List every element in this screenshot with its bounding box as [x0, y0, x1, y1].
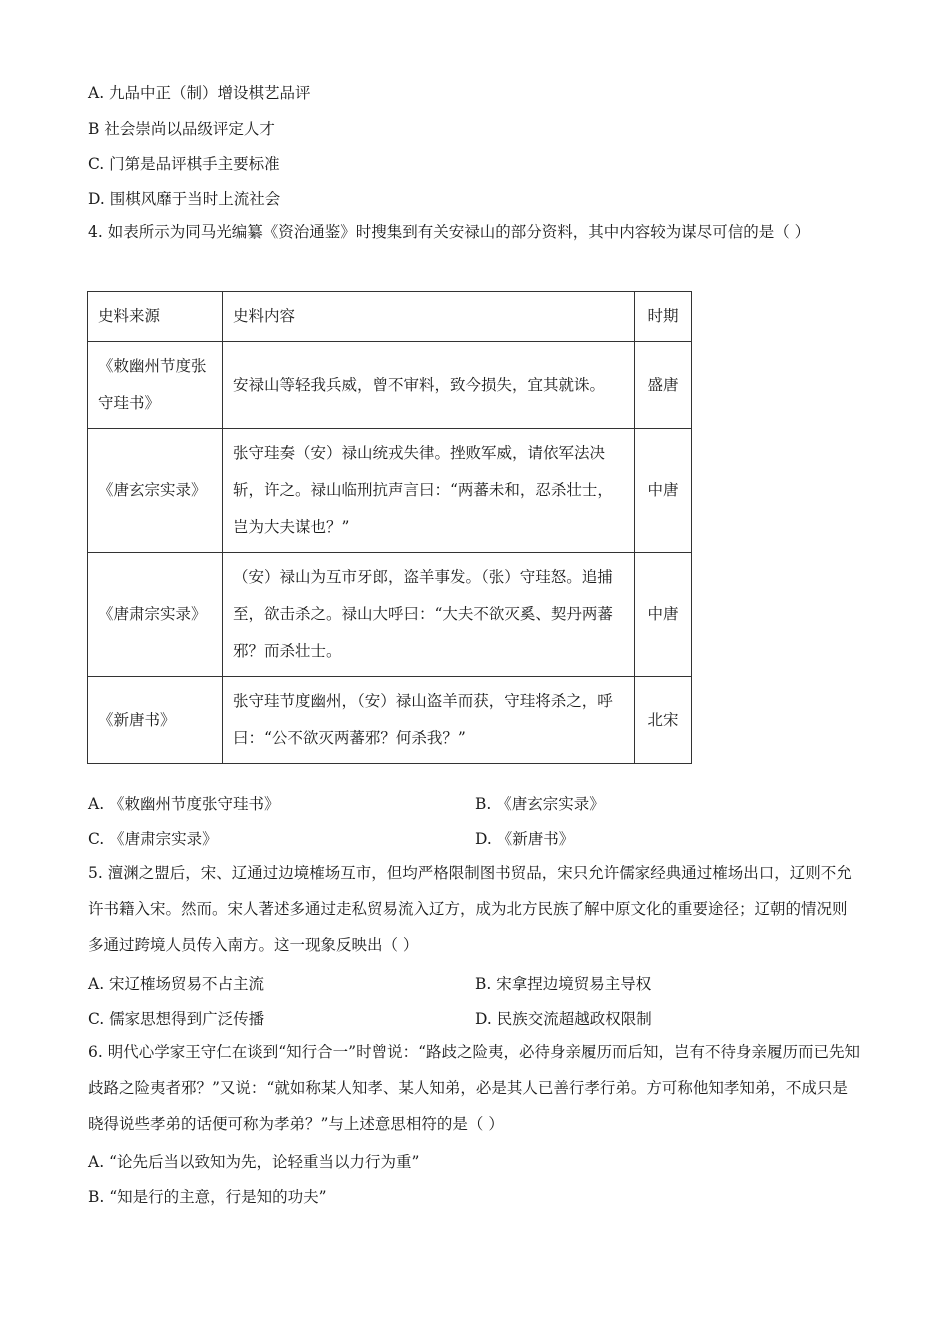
q6-stem: 6. 明代心学家王守仁在谈到“知行合一”时曾说：“路歧之险夷，必待身亲履历而后知，岂有不待身亲履历而已先知歧路之险夷者邪？”又说：“就如称某人知孝、某人知弟，必是其人已善行孝行弟。方可称他知孝知弟，不成只是晓得说些孝弟的话便可称为孝弟？”与上述意思相符的是（ ） — [88, 1043, 860, 1133]
row-period: 中唐 — [635, 553, 692, 677]
q3-option-c: C. 门第是品评棋手主要标准 — [88, 155, 280, 173]
row-content: 张守珪奏（安）禄山统戎失律。挫败军威，请依军法决斩，许之。禄山临刑抗声言曰：“两蕃未和，忍杀壮士，岂为大夫谋也？” — [223, 429, 635, 553]
row-period: 北宋 — [635, 677, 692, 764]
table-row — [88, 342, 692, 429]
q4-option-a: A. 《敕幽州节度张守珪书》 — [88, 795, 280, 813]
source-table — [87, 291, 692, 764]
q4-stem: 4. 如表所示为同马光编纂《资治通鉴》时搜集到有关安禄山的部分资料，其中内容较为谋尽可信的是（ ） — [88, 223, 811, 241]
header-source: 史料来源 — [88, 292, 223, 342]
row-source: 《敕幽州节度张守珪书》 — [88, 342, 223, 429]
header-period: 时期 — [635, 292, 692, 342]
q4-option-c: C. 《唐肃宗实录》 — [88, 830, 218, 848]
header-content: 史料内容 — [223, 292, 635, 342]
q5-option-c: C. 儒家思想得到广泛传播 — [88, 1010, 265, 1028]
q3-option-b: B 社会崇尚以品级评定人才 — [88, 120, 275, 138]
row-source: 《唐玄宗实录》 — [88, 429, 223, 553]
q5-option-b: B. 宋拿捏边境贸易主导权 — [475, 975, 652, 993]
q4-option-d: D. 《新唐书》 — [475, 830, 575, 848]
table-header-row — [88, 292, 692, 342]
q6-option-b: B. “知是行的主意，行是知的功夫” — [88, 1188, 327, 1206]
table-row — [88, 677, 692, 764]
q5-option-a: A. 宋辽榷场贸易不占主流 — [88, 975, 265, 993]
table-row — [88, 429, 692, 553]
q6-option-a: A. “论先后当以致知为先，论轻重当以力行为重” — [88, 1153, 420, 1171]
q3-option-d: D. 围棋风靡于当时上流社会 — [88, 190, 281, 208]
row-source: 《唐肃宗实录》 — [88, 553, 223, 677]
row-period: 中唐 — [635, 429, 692, 553]
table-row — [88, 553, 692, 677]
row-content: （安）禄山为互市牙郎，盗羊事发。（张）守珪怒。追捕至，欲击杀之。禄山大呼曰：“大夫不欲灭奚、契丹两蕃邪？而杀壮士。 — [223, 553, 635, 677]
row-source: 《新唐书》 — [88, 677, 223, 764]
q4-option-b: B. 《唐玄宗实录》 — [475, 795, 605, 813]
row-content: 安禄山等轻我兵威，曾不审料，致今损失，宜其就诛。 — [223, 342, 635, 429]
row-period: 盛唐 — [635, 342, 692, 429]
q5-option-d: D. 民族交流超越政权限制 — [475, 1010, 652, 1028]
q3-option-a: A. 九品中正（制）增设棋艺品评 — [88, 84, 311, 102]
q5-stem: 5. 澶渊之盟后，宋、辽通过边境榷场互市，但均严格限制图书贸品，宋只允许儒家经典通过榷场出口，辽则不允许书籍入宋。然而。宋人著述多通过走私贸易流入辽方，成为北方民族了解中原文化的重要途径；辽朝的情况则多通过跨境人员传入南方。这一现象反映出（ ） — [88, 864, 852, 954]
row-content: 张守珪节度幽州，（安）禄山盗羊而获，守珪将杀之，呼曰：“公不欲灭两蕃邪？何杀我？” — [223, 677, 635, 764]
